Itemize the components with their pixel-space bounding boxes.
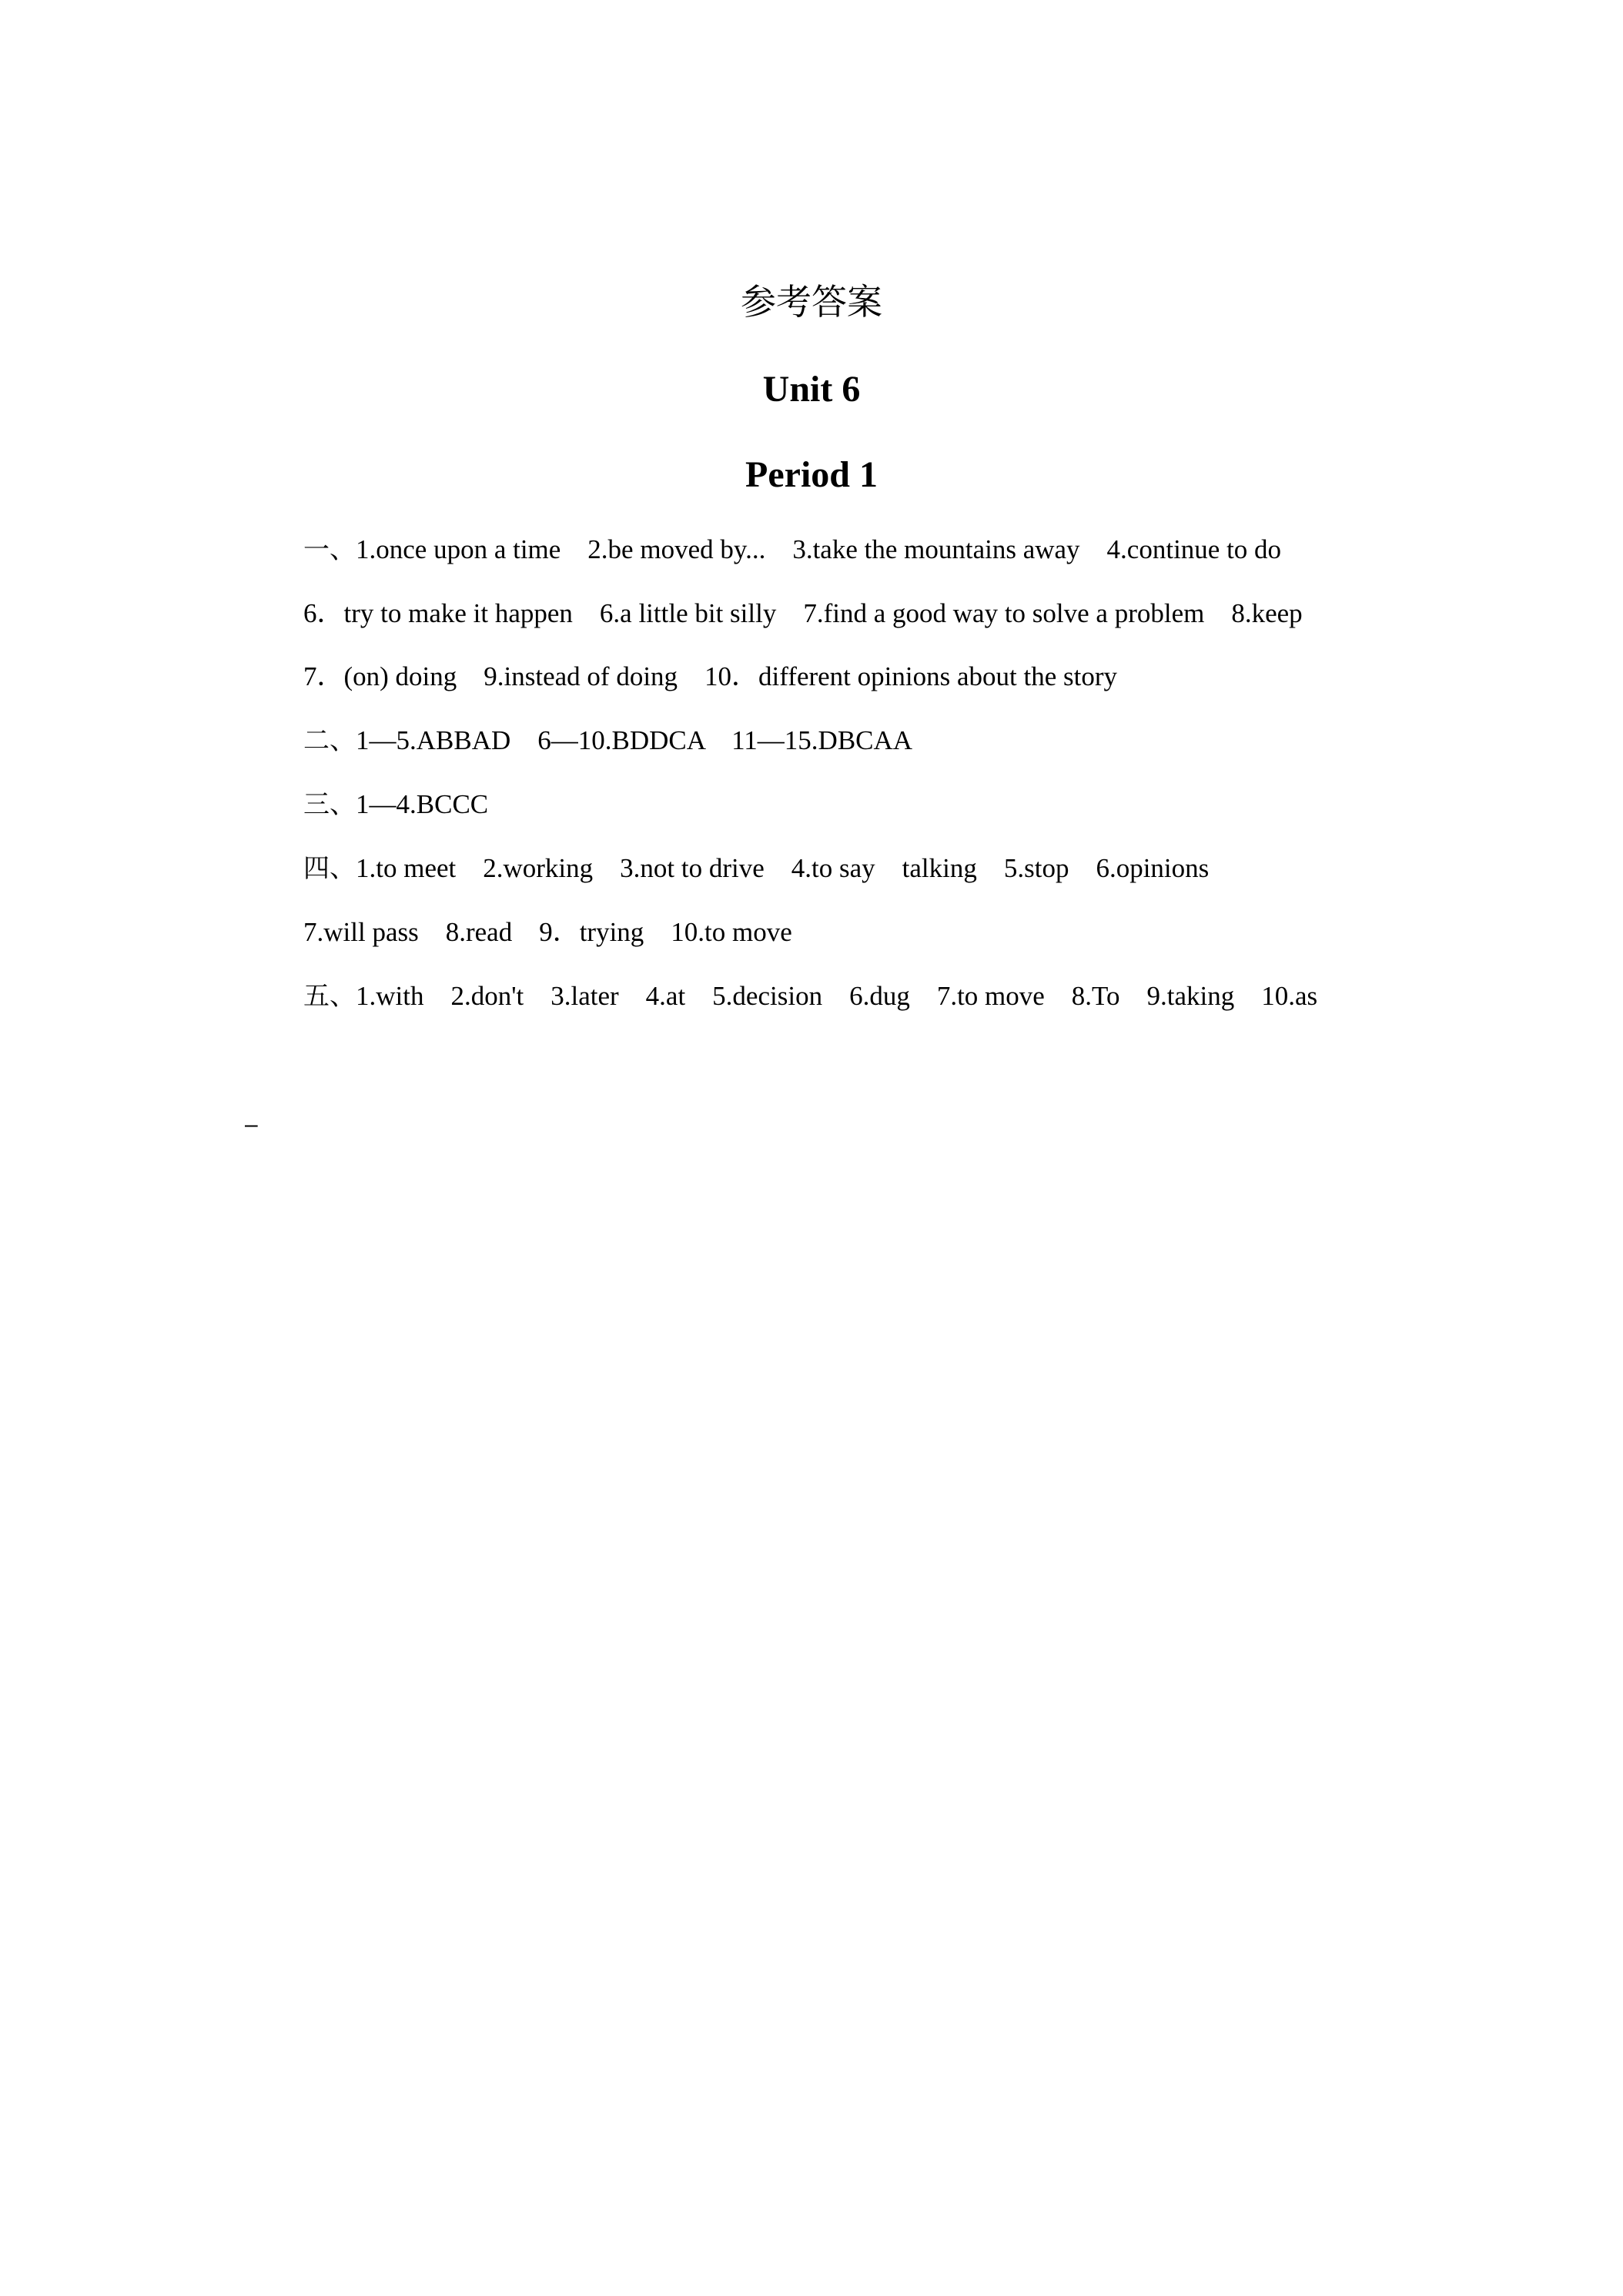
answer-text: 7.will pass 8.read 9．trying 10.to move	[303, 917, 792, 947]
answer-text: 1—4.BCCC	[356, 789, 489, 819]
section-marker: 四、	[303, 853, 356, 884]
answer-line-section-4-continued	[303, 913, 1535, 952]
answer-text: 1.to meet 2.working 3.not to drive 4.to say talking 5.stop 6.opinions	[356, 853, 1210, 883]
stray-dash-mark: –	[245, 1112, 258, 1137]
answer-line-section-4	[303, 849, 1535, 888]
unit-heading: Unit 6	[762, 369, 861, 410]
section-marker: 五、	[303, 981, 356, 1012]
answer-text: 1.once upon a time 2.be moved by... 3.take the mountains away 4.continue to do	[356, 534, 1282, 564]
period-heading: Period 1	[745, 454, 878, 495]
page-title: 参考答案	[741, 281, 882, 323]
answer-line-section-5	[303, 977, 1535, 1016]
answer-text: 6．try to make it happen 6.a little bit silly 7.find a good way to solve a problem 8.keep	[303, 598, 1303, 628]
answer-text: 7．(on) doing 9.instead of doing 10．different opinions about the story	[303, 661, 1117, 691]
answer-line-section-1-continued	[303, 594, 1535, 633]
section-marker: 一、	[303, 534, 356, 565]
answer-line-section-3	[303, 785, 1535, 824]
answer-line-section-2	[303, 721, 1535, 760]
answer-text: 1.with 2.don't 3.later 4.at 5.decision 6.dug 7.to move 8.To 9.taking 10.as	[356, 981, 1318, 1011]
answer-text: 1—5.ABBAD 6—10.BDDCA 11—15.DBCAA	[356, 725, 913, 755]
answer-line-section-1	[303, 530, 1535, 569]
section-marker: 三、	[303, 789, 356, 820]
section-marker: 二、	[303, 725, 356, 756]
answer-line-section-1-continued	[303, 658, 1535, 696]
